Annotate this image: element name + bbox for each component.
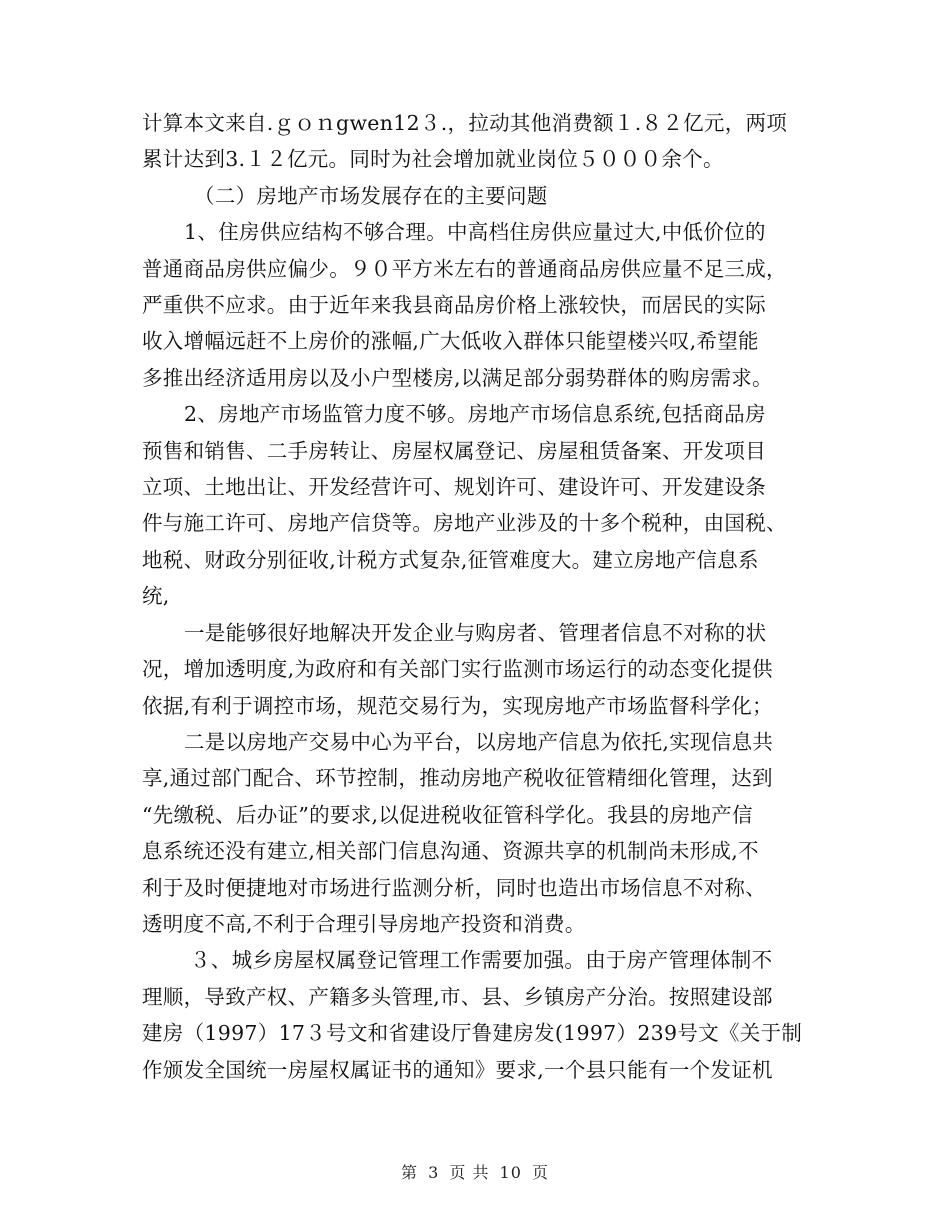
text-line: 透明度不高,不利于合理引导房地产投资和消费。 bbox=[142, 911, 586, 936]
paragraph-housing-supply bbox=[142, 214, 812, 396]
section-heading bbox=[142, 178, 812, 214]
text-line: 严重供不应求。由于近年来我县商品房价格上涨较快，而居民的实际 bbox=[142, 293, 766, 318]
text-line: 计算本文来自.ｇｏｎgwen12３.，拉动其他消费额１.８２亿元，两项 bbox=[142, 111, 788, 135]
text-line: 建房（1997）17３号文和省建设厅鲁建房发(1997）239号文《关于制 bbox=[142, 1021, 803, 1046]
page-number-total: 10 bbox=[499, 1163, 522, 1182]
text-line: 一是能够很好地解决开发企业与购房者、管理者信息不对称的状 bbox=[184, 620, 767, 645]
paragraph-point-two bbox=[142, 724, 812, 942]
text-line: 累计达到3.１２亿元。同时为社会增加就业岗位５０００余个。 bbox=[142, 147, 724, 172]
text-line: “先缴税、后办证”的要求,以促进税收征管科学化。我县的房地产信 bbox=[142, 802, 753, 827]
text-line: 立项、土地出让、开发经营许可、规划许可、建设许可、开发建设条 bbox=[142, 475, 766, 500]
text-line: 理顺，导致产权、产籍多头管理,市、县、乡镇房产分治。按照建设部 bbox=[142, 984, 773, 1009]
text-line: 1、住房供应结构不够合理。中高档住房供应量过大,中低价位的 bbox=[184, 220, 766, 245]
footer-middle: 页 共 bbox=[449, 1163, 490, 1182]
footer-suffix: 页 bbox=[532, 1163, 550, 1182]
document-body bbox=[142, 105, 812, 1088]
paragraph-consumption-summary bbox=[142, 105, 812, 178]
section-heading-text: （二）房地产市场发展存在的主要问题 bbox=[194, 183, 548, 208]
paragraph-point-one bbox=[142, 615, 812, 724]
text-line: 预售和销售、二手房转让、房屋权属登记、房屋租赁备案、开发项目 bbox=[142, 438, 766, 463]
footer-prefix: 第 bbox=[400, 1163, 418, 1182]
text-line: 统, bbox=[142, 584, 170, 609]
text-line: 多推出经济适用房以及小户型楼房,以满足部分弱势群体的购房需求。 bbox=[142, 365, 773, 390]
text-line: 利于及时便捷地对市场进行监测分析，同时也造出市场信息不对称、 bbox=[142, 875, 766, 900]
text-line: ３、城乡房屋权属登记管理工作需要加强。由于房产管理体制不 bbox=[190, 948, 773, 973]
text-line: 况，增加透明度,为政府和有关部门实行监测市场运行的动态变化提供 bbox=[142, 657, 773, 682]
paragraph-registration bbox=[142, 942, 812, 1088]
paragraph-market-supervision bbox=[142, 396, 812, 614]
text-line: 作颁发全国统一房屋权属证书的通知》要求,一个县只能有一个发证机 bbox=[142, 1057, 773, 1082]
text-line: 息系统还没有建立,相关部门信息沟通、资源共享的机制尚未形成,不 bbox=[142, 839, 759, 864]
text-line: 二是以房地产交易中心为平台，以房地产信息为依托,实现信息共 bbox=[184, 729, 774, 754]
text-line: 2、房地产市场监管力度不够。房地产市场信息系统,包括商品房 bbox=[184, 402, 766, 427]
text-line: 依据,有利于调控市场，规范交易行为，实现房地产市场监督科学化； bbox=[142, 693, 773, 718]
text-line: 件与施工许可、房地产信贷等。房地产业涉及的十多个税种，由国税、 bbox=[142, 511, 787, 536]
text-line: 收入增幅远赶不上房价的涨幅,广大低收入群体只能望楼兴叹,希望能 bbox=[142, 329, 759, 354]
text-line: 普通商品房供应偏少。９０平方米左右的普通商品房供应量不足三成， bbox=[142, 256, 787, 281]
text-line: 享,通过部门配合、环节控制，推动房地产税收征管精细化管理，达到 bbox=[142, 766, 773, 791]
page-footer bbox=[0, 1160, 950, 1183]
page-number-current: 3 bbox=[428, 1163, 440, 1182]
text-line: 地税、财政分别征收,计税方式复杂,征管难度大。建立房地产信息系 bbox=[142, 547, 759, 572]
